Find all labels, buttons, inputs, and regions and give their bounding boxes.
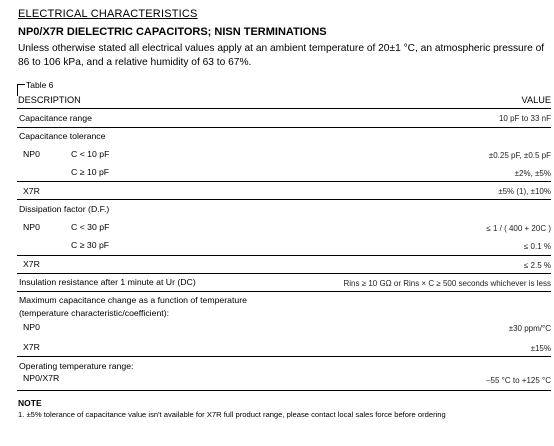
row-divider (17, 127, 551, 128)
max-cap-x7r-val: ±15% (530, 344, 551, 353)
cap-tol-x7r-val: ±5% (1), ±10% (498, 187, 551, 196)
document-title: NP0/X7R DIELECTRIC CAPACITORS; NISN TERMINATIONS (18, 26, 327, 38)
row-divider (17, 291, 551, 292)
df-np0-val1: ≤ 1 / ( 400 + 20C ) (486, 224, 551, 233)
ins-value: Rins ≥ 10 GΩ or Rins × C ≥ 500 seconds whichever is less (343, 279, 551, 288)
row-divider (17, 273, 551, 274)
cap-tol-np0-cond1: C < 10 pF (71, 149, 110, 159)
cap-tol-np0-val2: ±2%, ±5% (514, 169, 551, 178)
intro-paragraph: Unless otherwise stated all electrical values apply at an ambient temperature of 20±1 °C, an atmospheric pressure of 86 to 106 kPa, and a relative humidity of 63 to 67%. (18, 43, 545, 68)
table-bottom-rule (17, 390, 551, 391)
row-divider (17, 356, 551, 357)
max-cap-label-1: Maximum capacitance change as a function of temperature (19, 295, 247, 305)
ins-label: Insulation resistance after 1 minute at Ur (DC) (19, 277, 196, 287)
note-heading: NOTE (18, 398, 42, 408)
cap-range-value: 10 pF to 33 nF (498, 114, 551, 123)
header-value: VALUE (521, 95, 551, 105)
df-np0-val2: ≤ 0.1 % (523, 242, 551, 251)
table-header (17, 94, 551, 108)
df-np0-cond2: C ≥ 30 pF (71, 240, 110, 250)
max-cap-np0-val: ±30 ppm/°C (508, 324, 551, 333)
row-divider (17, 255, 551, 256)
header-divider (17, 108, 551, 109)
cap-tol-x7r: X7R (23, 186, 40, 196)
max-cap-np0: NP0 (23, 322, 40, 332)
op-temp-label: Operating temperature range: (19, 361, 134, 371)
row-divider (17, 199, 551, 200)
max-cap-x7r: X7R (23, 342, 40, 352)
note-text: 1. ±5% tolerance of capacitance value isn't available for X7R full product range, please contact local sales force before ordering (18, 410, 446, 419)
cap-range-label: Capacitance range (19, 113, 92, 123)
cap-tol-np0-val1: ±0.25 pF, ±0.5 pF (488, 151, 551, 160)
df-np0: NP0 (23, 222, 40, 232)
header-description: DESCRIPTION (18, 95, 81, 105)
df-x7r: X7R (23, 259, 40, 269)
max-cap-label-2: (temperature characteristic/coefficient): (19, 308, 169, 318)
row-divider (17, 181, 551, 182)
op-temp-sub: NP0/X7R (23, 373, 60, 383)
caption-rule (17, 84, 25, 85)
df-x7r-val: ≤ 2.5 % (523, 261, 551, 270)
table-caption: Table 6 (26, 80, 54, 90)
op-temp-value: –55 °C to +125 °C (486, 376, 551, 385)
cap-tol-np0-cond2: C ≥ 10 pF (71, 167, 110, 177)
cap-tol-np0: NP0 (23, 149, 40, 159)
section-title: ELECTRICAL CHARACTERISTICS (18, 8, 198, 20)
cap-tol-label: Capacitance tolerance (19, 131, 106, 141)
df-np0-cond1: C < 30 pF (71, 222, 110, 232)
df-label: Dissipation factor (D.F.) (19, 204, 110, 214)
